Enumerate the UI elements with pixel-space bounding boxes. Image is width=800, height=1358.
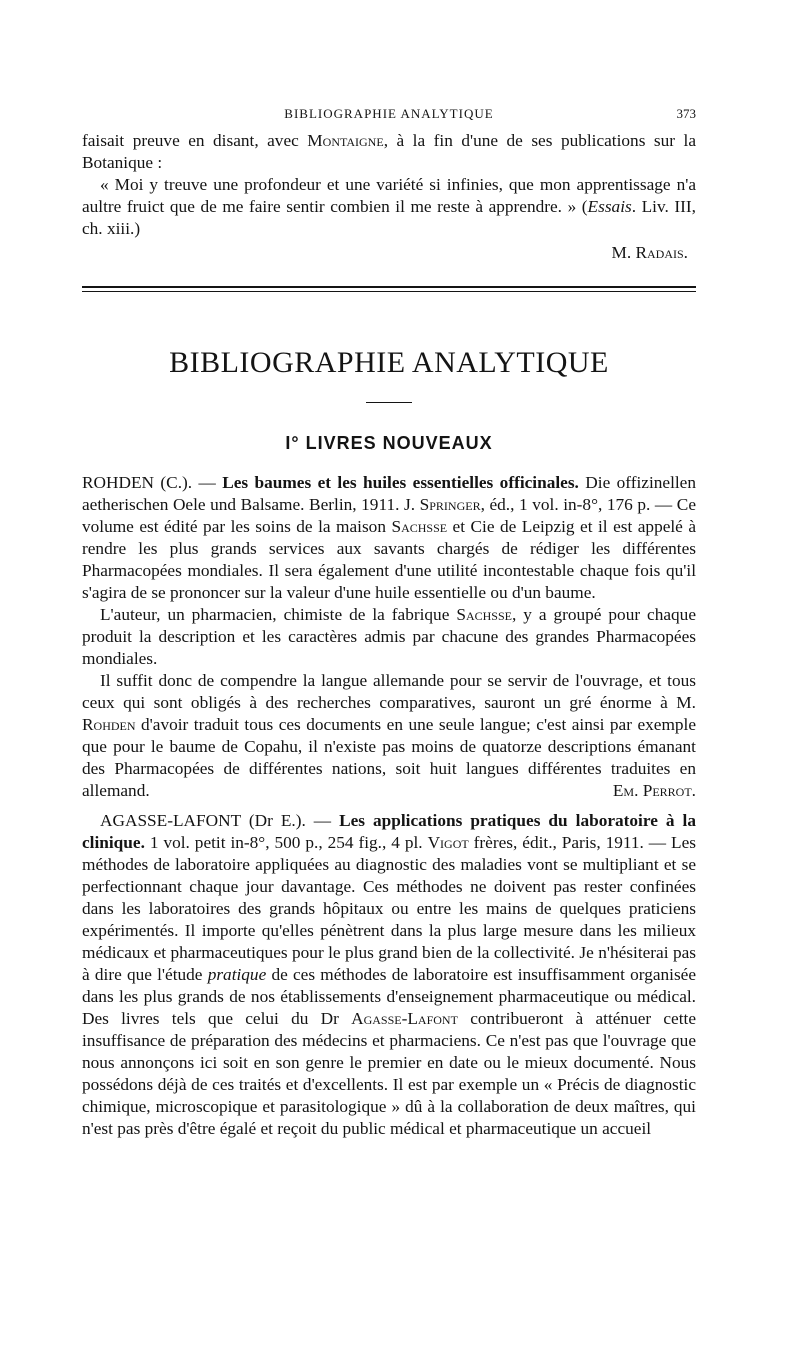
entry-text: de ces méthodes de laboratoire est insuffisamment organisée dans les plus grands de nos établissements d'enseignement pharmaceutique ou médical. Des livres tels que celui du Dr xyxy=(82,965,697,1028)
entry-text: d'avoir traduit tous ces documents en une seule langue; c'est ainsi par exemple que pour le baume de Copahu, il n'existe pas moins de quatorze descriptions émanant des Pharmacopées de différentes nations, soit huit langues différentes traduites en allemand. xyxy=(82,715,696,800)
entry-rohden-p3 xyxy=(82,670,696,802)
name-rohden: Rohden xyxy=(82,715,136,734)
entry-title: Les applications pratiques du laboratoire à la clinique. xyxy=(82,811,696,852)
entry-title: Les baumes et les huiles essentielles officinales. xyxy=(222,473,579,492)
entry-author: AGASSE-LAFONT (Dr E.). — xyxy=(100,811,340,830)
running-head-title: BIBLIOGRAPHIE ANALYTIQUE xyxy=(284,106,494,121)
signature-perrot: Em. Perrot. xyxy=(612,781,696,800)
essais-title: Essais xyxy=(587,197,632,216)
name-agasse-lafont: Agasse-Lafont xyxy=(351,1009,458,1028)
entry-rohden xyxy=(82,472,696,802)
entry-rohden-p1 xyxy=(82,472,696,604)
name-sachsse: Sachsse xyxy=(391,517,448,536)
entry-agasse xyxy=(82,810,696,1140)
section-divider xyxy=(82,286,696,292)
entry-text: contribueront à atténuer cette insuffisance de préparation des médecins et pharmaciens. Ce n'est pas que l'ouvrage que nous annonçons ici soit en son genre le premier en date ou le mieux documenté. Nous possédons déjà de ces traités et d'excellents. Il est par exemple un « Précis de diagnostic chimique, microscopique et parasitologique » dû à la collaboration de deux maîtres, qui n'est pas près d'être égalé et reçoit du public médical et pharmaceutique un accueil xyxy=(82,1009,696,1138)
entry-text: Die offizinellen aetherischen Oele und Balsame. Berlin, 1911. J. xyxy=(82,473,696,514)
intro-text-2: , à la fin d'une de ses publications sur la Botanique : xyxy=(82,131,696,172)
main-title: BIBLIOGRAPHIE ANALYTIQUE xyxy=(169,346,609,379)
word-pratique: pratique xyxy=(207,965,267,984)
entry-text: L'auteur, un pharmacien, chimiste de la fabrique xyxy=(100,605,457,624)
entry-rohden-p2 xyxy=(82,604,696,670)
entry-text: 1 vol. petit in-8°, 500 p., 254 fig., 4 pl. xyxy=(144,833,428,852)
signature-radais xyxy=(82,242,696,264)
title-rule xyxy=(366,402,412,403)
quote-text: « Moi y treuve une profondeur et une variété si infinies, que mon apprentissage n'a aultre fruict que de me faire sentir combien il me reste à apprendre. » ( xyxy=(82,175,696,216)
intro-text: faisait preuve en disant, avec xyxy=(82,131,308,150)
entry-text: frères, édit., Paris, 1911. — Les méthodes de laboratoire appliquées au diagnostic des maladies vont se multipliant et se perfectionnant chaque jour davantage. Ces méthodes ne doivent pas rester confinées dans les laboratoires des grands hôpitaux ou entre les mains de quelques praticiens expérimentés. Il importe qu'elles pénètrent dans la plus large mesure dans les milieux médicaux et pharmaceutiques pour le plus grand bien de la collectivité. Je n'hésiterai pas à dire que l'étude xyxy=(82,833,696,984)
entry-author: ROHDEN (C.). — xyxy=(82,473,223,492)
running-head xyxy=(82,104,696,130)
signature-initial: M. xyxy=(611,243,636,262)
intro-paragraph xyxy=(82,130,696,174)
quote-paragraph xyxy=(82,174,696,240)
entry-text: Il suffit donc de compendre la langue allemande pour se servir de l'ouvrage, et tous ceux qui sont obligés à des recherches comparatives, sauront un gré énorme à M. xyxy=(82,671,696,712)
entry-text: et Cie de Leipzig et il est appelé à rendre les plus grands services aux savants chargés de rédiger les différentes Pharmacopées mondiales. Il sera également d'une utilité incontestable chaque fois qu'il s'agira de se prononcer sur la valeur d'une huile essentielle ou d'un baume. xyxy=(82,517,697,602)
name-sachsse: Sachsse xyxy=(456,605,512,624)
page-number: 373 xyxy=(676,106,696,121)
entry-text: , y a groupé pour chaque produit la description et les caractères admis par chacune des grandes Pharmacopées mondiales. xyxy=(82,605,696,668)
author-montaigne: Montaigne xyxy=(307,131,384,150)
quote-end: . Liv. III, ch. xiii.) xyxy=(82,197,696,238)
publisher-vigot: Vigot xyxy=(427,833,469,852)
document-page xyxy=(82,104,696,1146)
entry-agasse-p1 xyxy=(82,810,696,1140)
publisher-springer: Springer xyxy=(419,495,481,514)
signature-name: Radais. xyxy=(635,243,688,262)
entry-text: , éd., 1 vol. in-8°, 176 p. — Ce volume est édité par les soins de la maison xyxy=(82,495,696,536)
section-title: I° LIVRES NOUVEAUX xyxy=(285,433,493,453)
